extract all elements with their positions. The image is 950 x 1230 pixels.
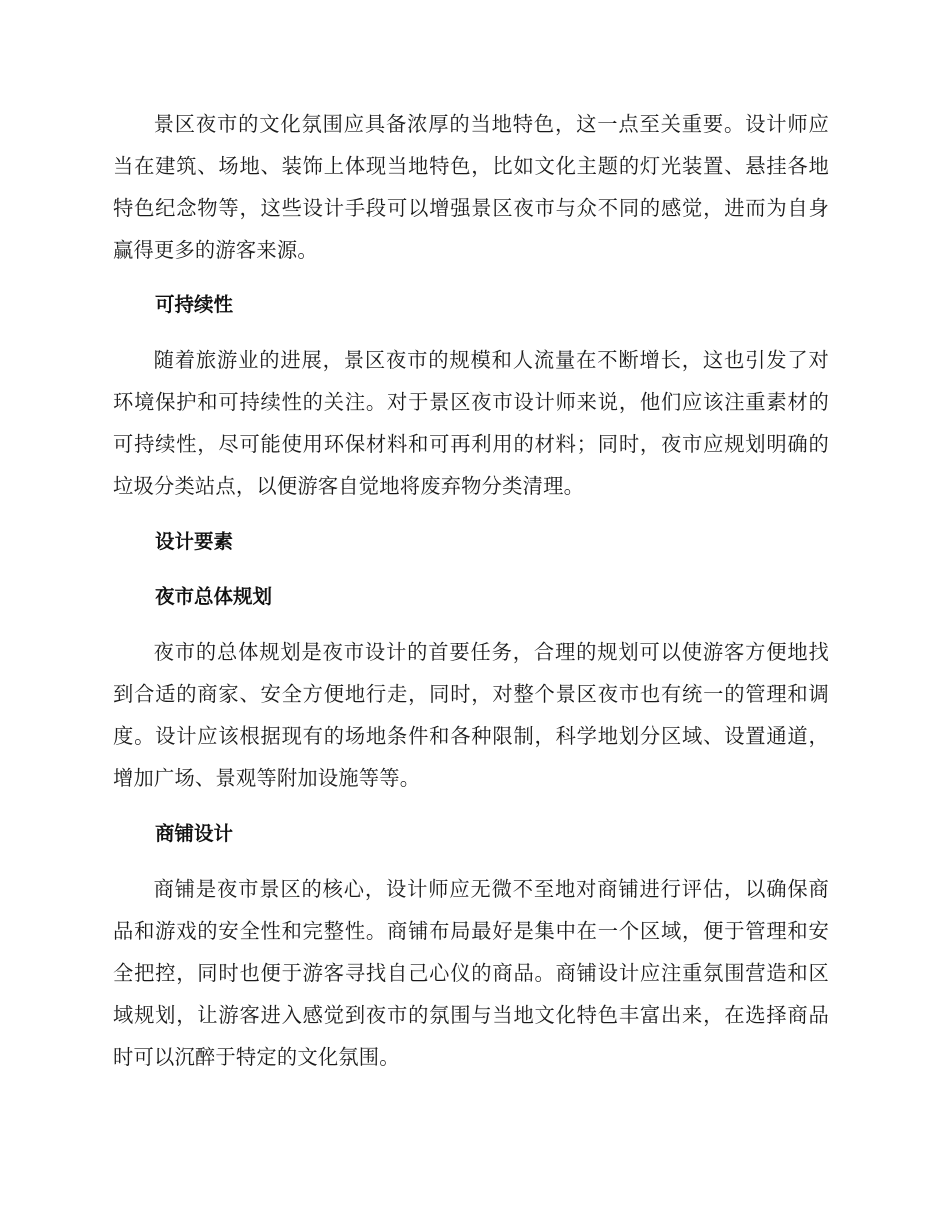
document-page (113, 103, 829, 1078)
heading-sustainability: 可持续性 (155, 293, 234, 316)
heading-design-elements: 设计要素 (155, 530, 234, 553)
paragraph-sustainability: 随着旅游业的进展，景区夜市的规模和人流量在不断增长，这也引发了对环境保护和可持续性的关注。对于景区夜市设计师来说，他们应该注重素材的可持续性，尽可能使用环保材料和可再利用的材料；同时，夜市应规划明确的垃圾分类站点，以便游客自觉地将废弃物分类清理。 (113, 348, 829, 498)
heading-shop-design: 商铺设计 (155, 822, 234, 845)
heading-overall-plan: 夜市总体规划 (155, 585, 273, 608)
paragraph-cultural-atmosphere: 景区夜市的文化氛围应具备浓厚的当地特色，这一点至关重要。设计师应当在建筑、场地、装饰上体现当地特色，比如文化主题的灯光装置、悬挂各地特色纪念物等，这些设计手段可以增强景区夜市与众不同的感觉，进而为自身赢得更多的游客来源。 (113, 112, 829, 262)
paragraph-shop-design: 商铺是夜市景区的核心，设计师应无微不至地对商铺进行评估，以确保商品和游戏的安全性和完整性。商铺布局最好是集中在一个区域，便于管理和安全把控，同时也便于游客寻找自己心仪的商品。商铺设计应注重氛围营造和区域规划，让游客进入感觉到夜市的氛围与当地文化特色丰富出来，在选择商品时可以沉醉于特定的文化氛围。 (113, 877, 829, 1069)
paragraph-overall-plan: 夜市的总体规划是夜市设计的首要任务，合理的规划可以使游客方便地找到合适的商家、安全方便地行走，同时，对整个景区夜市也有统一的管理和调度。设计应该根据现有的场地条件和各种限制，科学地划分区域、设置通道，增加广场、景观等附加设施等等。 (113, 640, 829, 790)
